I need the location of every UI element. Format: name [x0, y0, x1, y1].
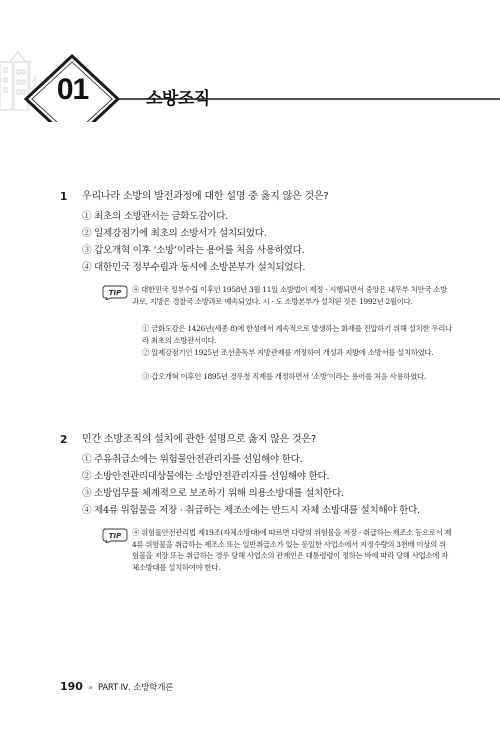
- chapter-header: [0, 0, 500, 122]
- question-text: 우리나라 소방의 발전과정에 대한 설명 중 옳지 않은 것은?: [82, 191, 329, 202]
- tip-badge-label: TIP: [108, 289, 122, 297]
- option-2: ② 소방안전관리대상물에는 소방안전관리자를 선임해야 한다.: [82, 471, 330, 482]
- option-4: ④ 제4류 위험물을 저장 · 취급하는 제조소에는 반드시 자체 소방대를 설치해야 한다.: [82, 505, 420, 516]
- question-number: 1: [60, 191, 68, 203]
- tip-badge-icon: [102, 527, 128, 543]
- option-1: ① 최초의 소방관서는 금화도감이다.: [82, 211, 228, 222]
- option-1: ① 주유취급소에는 위험물안전관리자를 선임해야 한다.: [82, 454, 303, 465]
- option-3: ③ 소방업무를 체계적으로 보조하기 위해 의용소방대를 설치한다.: [82, 488, 344, 499]
- tip-answer: ④ 대한민국 정부수립 이후인 1958년 3월 11일 소방법이 제정 · 시행되면서 중앙은 내무부 치안국 소방과로, 지방은 경찰국 소방과로 예속되었다. 시 · 도 소방본부가 설치된 것은 1992년 2월이다.: [132, 285, 447, 306]
- chapter-title: 소방조직: [146, 89, 210, 109]
- tip-note-1: ① 금화도감은 1426년(세종 8)에 한성에서 계속적으로 발생하는 화재를 진압하기 위해 설치한 우리나라 최초의 소방관서이다.: [142, 324, 452, 345]
- tip-note-3: ③ 갑오개혁 이후인 1895년 경무청 직제를 개정하면서 ‘소방’이라는 용어를 처음 사용하였다.: [142, 372, 426, 381]
- chapter-number: 01: [56, 73, 89, 106]
- question-text: 민간 소방조직의 설치에 관한 설명으로 옳지 않은 것은?: [82, 434, 317, 445]
- option-2: ② 일제강점기에 최초의 소방서가 설치되었다.: [82, 228, 267, 239]
- option-4: ④ 대한민국 정부수립과 동시에 소방본부가 설치되었다.: [82, 262, 306, 273]
- page-number: 190: [60, 680, 83, 693]
- tip-badge-icon: [102, 284, 128, 300]
- footer-separator: »: [88, 683, 93, 692]
- question-number: 2: [60, 434, 68, 446]
- tip-badge-label: TIP: [108, 532, 122, 540]
- option-3: ③ 갑오개혁 이후 ‘소방’이라는 용어를 처음 사용하였다.: [82, 245, 305, 256]
- tip-note-2: ② 일제강점기인 1925년 조선총독부 지방관제를 개정하여 개성과 지방에 소방서를 설치하였다.: [142, 348, 434, 357]
- page-footer: [60, 680, 173, 693]
- part-title: PART Ⅳ. 소방학개론: [97, 683, 174, 693]
- tip-answer: ④ 위험물안전관리법 제19조(자체소방대)에 따르면 다량의 위험물을 저장 · 취급하는 제조소 등으로서 제4류 위험물을 취급하는 제조소 또는 일반취급소가 있는 동일한 사업소에서 지정수량의 3천배 이상의 위험물을 저장 또는 취급하는 경우 당해 사업소의 관계인은 대통령령이 정하는 바에 따라 당해 사업소에 자체소방대를 설치하여야 한다.: [132, 528, 452, 573]
